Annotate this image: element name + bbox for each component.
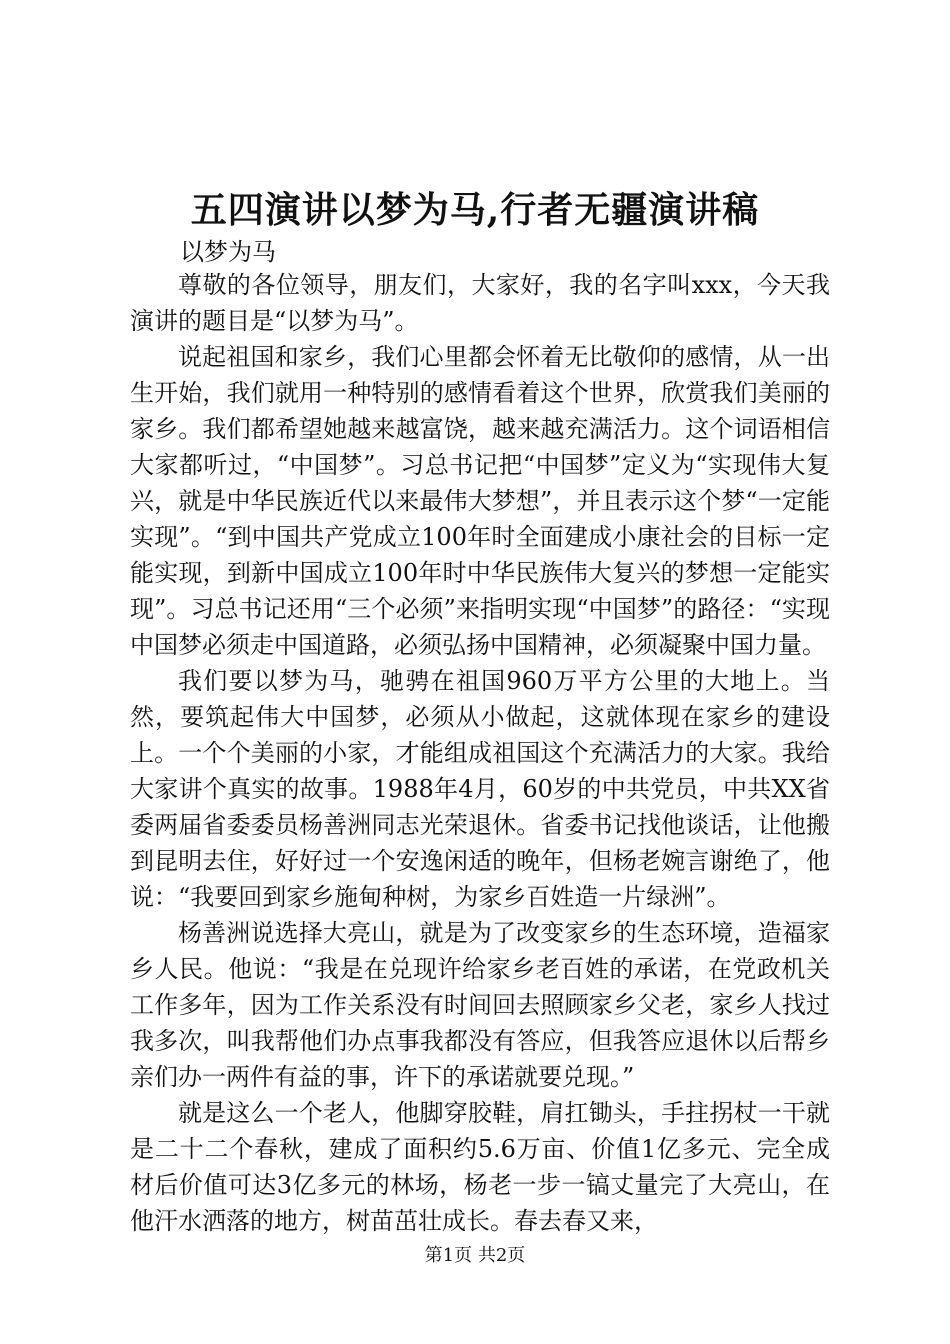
page-footer: 第1页 共2页: [424, 1245, 526, 1266]
document-body: [130, 267, 830, 1239]
paragraph: 说起祖国和家乡，我们心里都会怀着无比敬仰的感情，从一出生开始，我们就用一种特别的感情看着这个世界，欣赏我们美丽的家乡。我们都希望她越来越富饶，越来越充满活力。这个词语相信大家都听过，“中国梦”。习总书记把“中国梦”定义为“实现伟大复兴，就是中华民族近代以来最伟大梦想”，并且表示这个梦“一定能实现”。“到中国共产党成立100年时全面建成小康社会的目标一定能实现，到新中国成立100年时中华民族伟大复兴的梦想一定能实现”。习总书记还用“三个必须”来指明实现“中国梦”的路径：“实现中国梦必须走中国道路，必须弘扬中国精神，必须凝聚中国力量。: [130, 343, 830, 659]
paragraph: 就是这么一个老人，他脚穿胶鞋，肩扛锄头，手拄拐杖一干就是二十二个春秋，建成了面积约5.6万亩、价值1亿多元、完全成材后价值可达3亿多元的林场，杨老一步一镐丈量完了大亮山，在他汗水洒落的地方，树苗茁壮成长。春去春又来，: [130, 1099, 830, 1235]
paragraph: 我们要以梦为马，驰骋在祖国960万平方公里的大地上。当然，要筑起伟大中国梦，必须从小做起，这就体现在家乡的建设上。一个个美丽的小家，才能组成祖国这个充满活力的大家。我给大家讲个真实的故事。1988年4月，60岁的中共党员，中共XX省委两届省委委员杨善洲同志光荣退休。省委书记找他谈话，让他搬到昆明去住，好好过一个安逸闲适的晚年，但杨老婉言谢绝了，他说：“我要回到家乡施甸种树，为家乡百姓造一片绿洲”。: [130, 667, 830, 911]
paragraph: 尊敬的各位领导，朋友们，大家好，我的名字叫xxx，今天我演讲的题目是“以梦为马”。: [130, 271, 830, 335]
document-subheading: 以梦为马: [180, 238, 276, 266]
document-title: 五四演讲以梦为马,行者无疆演讲稿: [190, 189, 760, 231]
paragraph: 杨善洲说选择大亮山，就是为了改变家乡的生态环境，造福家乡人民。他说：“我是在兑现许给家乡老百姓的承诺，在党政机关工作多年，因为工作关系没有时间回去照顾家乡父老，家乡人找过我多次，叫我帮他们办点事我都没有答应，但我答应退休以后帮乡亲们办一两件有益的事，许下的承诺就要兑现。”: [130, 919, 830, 1091]
